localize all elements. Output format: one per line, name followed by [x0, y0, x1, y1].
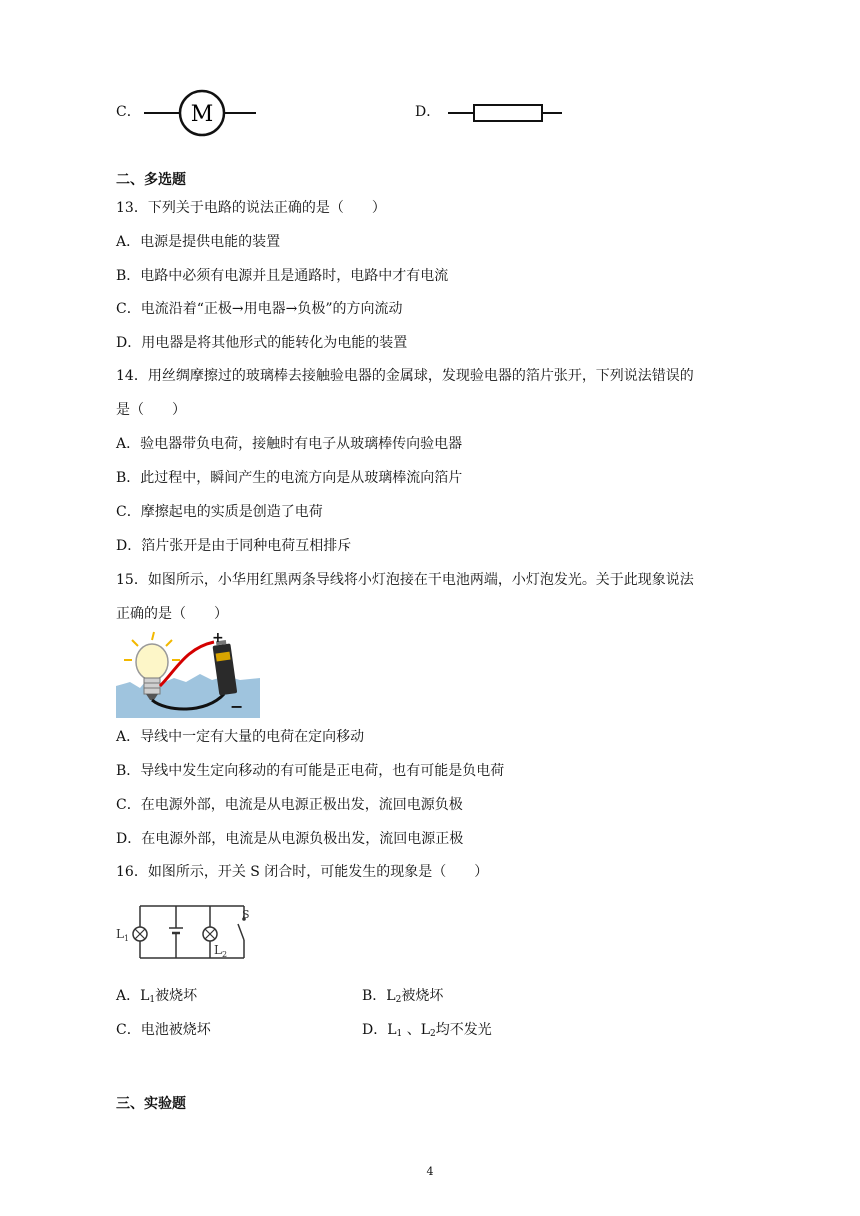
motor-symbol [142, 86, 258, 140]
q13-option-d: D．用电器是将其他形式的能转化为电能的装置 [116, 335, 408, 351]
q16-option-b-pre: B．L [362, 988, 396, 1004]
battery-plus-label: + [212, 630, 224, 646]
svg-text:L2 [214, 943, 227, 959]
circuit-l2-sub: 2 [221, 950, 228, 959]
circuit-switch-label: S [242, 908, 250, 921]
q16-option-b [362, 986, 443, 1010]
q15-option-d: D．在电源外部，电流是从电源负极出发，流回电源正极 [116, 831, 464, 847]
q16-option-d-mid: 、L [402, 1022, 431, 1038]
page-number: 4 [426, 1165, 434, 1178]
q13-option-a: A．电源是提供电能的装置 [116, 234, 281, 250]
q15-option-b: B．导线中发生定向移动的有可能是正电荷，也有可能是负电荷 [116, 763, 505, 779]
circuit-l1-sub: 1 [123, 934, 130, 943]
q14-option-c: C．摩擦起电的实质是创造了电荷 [116, 504, 323, 520]
battery-minus-label: − [230, 697, 244, 716]
q16-option-d-pre: D．L [362, 1022, 397, 1038]
circuit-l2-label: L [214, 943, 222, 957]
q14-stem-line1: 14．用丝绸摩擦过的玻璃棒去接触验电器的金属球，发现验电器的箔片张开，下列说法错误的 [116, 368, 694, 384]
q16-option-b-sub: 2 [395, 995, 402, 1005]
svg-text:L1 [116, 927, 129, 943]
q15-option-a: A．导线中一定有大量的电荷在定向移动 [116, 729, 365, 745]
q13-option-c: C．电流沿着“正极→用电器→负极”的方向流动 [116, 301, 403, 317]
section-title-multiple-choice: 二、多选题 [116, 172, 186, 188]
q15-stem-line2: 正确的是（ ） [116, 606, 228, 622]
resistor-symbol [446, 100, 564, 126]
bulb-battery-illustration [116, 630, 260, 718]
q13-stem: 13．下列关于电路的说法正确的是（ ） [116, 200, 386, 216]
motor-letter: M [190, 102, 214, 127]
q16-stem: 16．如图所示，开关 S 闭合时，可能发生的现象是（ ） [116, 864, 489, 880]
option-c-label: C． [116, 104, 141, 120]
q13-option-b: B．电路中必须有电源并且是通路时，电路中才有电流 [116, 268, 449, 284]
q14-option-d: D．箔片张开是由于同种电荷互相排斥 [116, 538, 352, 554]
q16-option-d-sub2: 2 [430, 1029, 436, 1039]
q14-stem-line2: 是（ ） [116, 402, 186, 418]
q14-option-b: B．此过程中，瞬间产生的电流方向是从玻璃棒流向箔片 [116, 470, 463, 486]
parallel-circuit-diagram [114, 894, 260, 968]
q16-option-b-post: 被烧坏 [401, 988, 444, 1004]
q16-option-a-sub: 1 [149, 995, 156, 1005]
q15-option-c: C．在电源外部，电流是从电源正极出发，流回电源负极 [116, 797, 463, 813]
q16-option-c: C．电池被烧坏 [116, 1022, 211, 1038]
q14-option-a: A．验电器带负电荷，接触时有电子从玻璃棒传向验电器 [116, 436, 463, 452]
q15-stem-line1: 15．如图所示，小华用红黑两条导线将小灯泡接在干电池两端，小灯泡发光。关于此现象说法 [116, 572, 694, 588]
q16-option-d-post: 均不发光 [435, 1022, 492, 1038]
q16-option-d [362, 1020, 492, 1044]
circuit-l1-label: L [116, 927, 124, 941]
option-d-label: D． [415, 104, 441, 120]
q16-option-a-pre: A．L [116, 988, 150, 1004]
q16-option-a-post: 被烧坏 [155, 988, 198, 1004]
q16-option-a [116, 986, 197, 1010]
q16-option-d-sub1: 1 [396, 1029, 403, 1039]
section-title-experiment: 三、实验题 [116, 1096, 186, 1112]
